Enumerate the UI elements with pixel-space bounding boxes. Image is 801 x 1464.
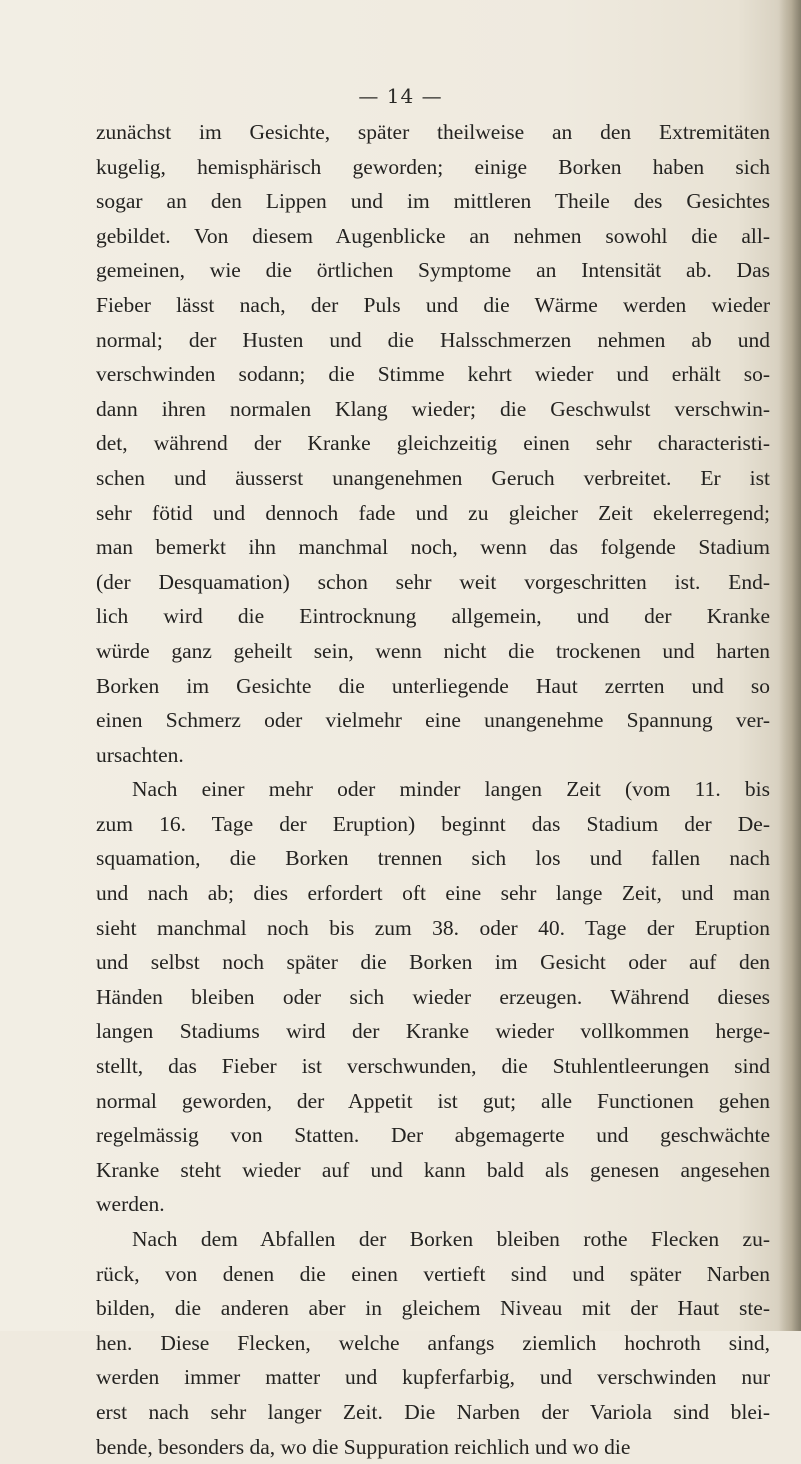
text-line: rück, von denen die einen vertieft sind und später Narben [96, 1261, 770, 1286]
text-line: Borken im Gesichte die unterliegende Haut zerrten und so [96, 673, 770, 698]
text-line: gemeinen, wie die örtlichen Symptome an Intensität ab. Das [96, 258, 770, 283]
text-line: zunächst im Gesichte, später theilweise an den Extremitäten [96, 120, 770, 144]
text-line: sieht manchmal noch bis zum 38. oder 40. Tage der Eruption [96, 915, 770, 940]
text-line: lich wird die Eintrocknung allgemein, und der Kranke [96, 604, 770, 629]
text-line: einen Schmerz oder vielmehr eine unangenehme Spannung ver- [96, 708, 770, 733]
page-edge-shadow [779, 0, 801, 1331]
page-number: — 14 — [358, 84, 443, 108]
text-line: det, während der Kranke gleichzeitig einen sehr characteristi- [96, 431, 770, 456]
body-text [96, 115, 770, 1464]
text-line: langen Stadiums wird der Kranke wieder vollkommen herge- [96, 1019, 770, 1044]
text-line: und selbst noch später die Borken im Gesicht oder auf den [96, 950, 770, 975]
text-line: hen. Diese Flecken, welche anfangs ziemlich hochroth sind, [96, 1330, 770, 1355]
text-line: verschwinden sodann; die Stimme kehrt wieder und erhält so- [96, 362, 770, 387]
text-line: (der Desquamation) schon sehr weit vorgeschritten ist. End- [96, 569, 770, 594]
text-line: bilden, die anderen aber in gleichem Niveau mit der Haut ste- [96, 1296, 770, 1321]
text-line: kugelig, hemisphärisch geworden; einige Borken haben sich [96, 154, 770, 179]
text-line: dann ihren normalen Klang wieder; die Geschwulst verschwin- [96, 396, 770, 421]
text-line: bende, besonders da, wo die Suppuration reichlich und wo die [96, 1434, 631, 1459]
text-line: Kranke steht wieder auf und kann bald als genesen angesehen [96, 1157, 770, 1182]
text-line: gebildet. Von diesem Augenblicke an nehmen sowohl die all- [96, 223, 770, 248]
text-line: Nach dem Abfallen der Borken bleiben rothe Flecken zu- [132, 1227, 770, 1251]
text-line: und nach ab; dies erfordert oft eine sehr lange Zeit, und man [96, 881, 770, 906]
text-line: sogar an den Lippen und im mittleren Theile des Gesichtes [96, 189, 770, 214]
text-line: schen und äusserst unangenehmen Geruch verbreitet. Er ist [96, 465, 770, 490]
text-line: werden. [96, 1192, 165, 1217]
text-line: normal geworden, der Appetit ist gut; alle Functionen gehen [96, 1088, 770, 1113]
text-line: Händen bleiben oder sich wieder erzeugen. Während dieses [96, 984, 770, 1009]
text-line: stellt, das Fieber ist verschwunden, die Stuhlentleerungen sind [96, 1054, 770, 1079]
text-line: Nach einer mehr oder minder langen Zeit (vom 11. bis [132, 777, 770, 802]
text-line: normal; der Husten und die Halsschmerzen nehmen ab und [96, 327, 770, 352]
text-line: regelmässig von Statten. Der abgemagerte und geschwächte [96, 1123, 770, 1148]
text-line: würde ganz geheilt sein, wenn nicht die trockenen und harten [96, 638, 770, 663]
text-line: werden immer matter und kupferfarbig, und verschwinden nur [96, 1365, 770, 1390]
text-line: squamation, die Borken trennen sich los und fallen nach [96, 846, 770, 871]
text-line: man bemerkt ihn manchmal noch, wenn das folgende Stadium [96, 535, 770, 560]
text-line: zum 16. Tage der Eruption) beginnt das Stadium der De- [96, 811, 770, 836]
text-line: Fieber lässt nach, der Puls und die Wärme werden wieder [96, 292, 770, 317]
text-line: erst nach sehr langer Zeit. Die Narben der Variola sind blei- [96, 1399, 770, 1424]
text-line: ursachten. [96, 742, 184, 767]
text-line: sehr fötid und dennoch fade und zu gleicher Zeit ekelerregend; [96, 500, 770, 525]
